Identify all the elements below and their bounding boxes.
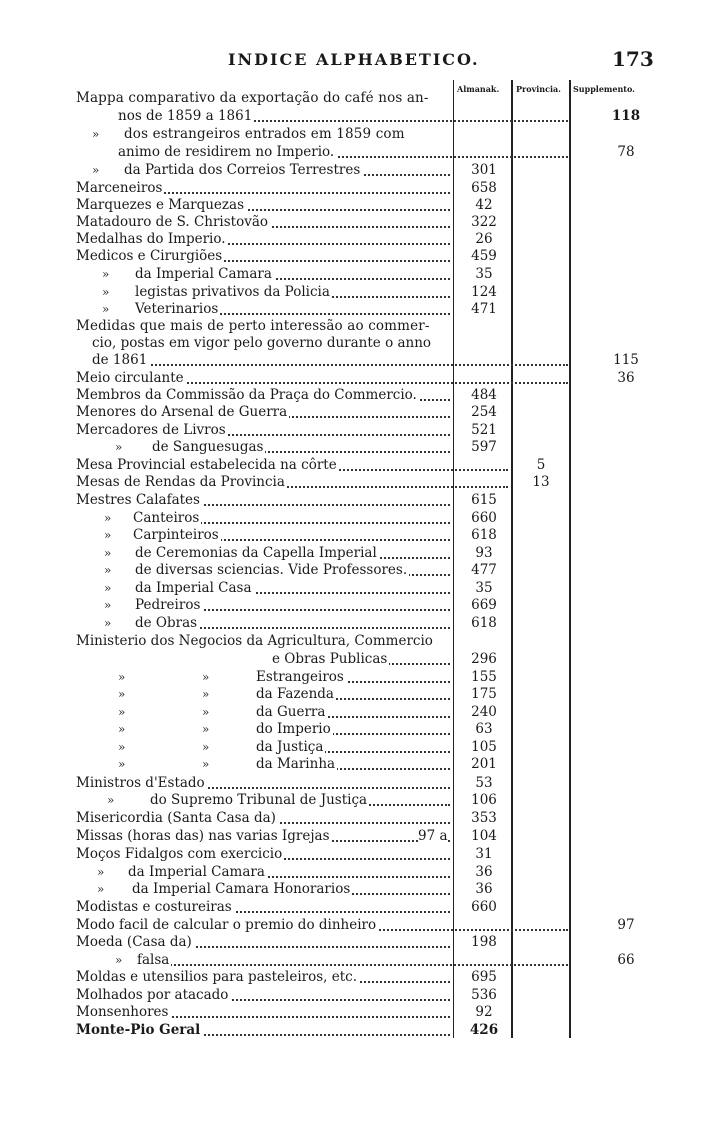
- index-entry: [76, 1022, 452, 1039]
- ditto-mark: »: [104, 563, 112, 577]
- entry-text: da Imperial Camara Honorarios: [132, 881, 351, 897]
- index-entry: [76, 387, 452, 404]
- index-entry: [135, 580, 452, 597]
- entry-text: da Partida dos Correios Terrestres: [124, 162, 361, 178]
- index-entry: [76, 633, 456, 650]
- entry-text: Menores do Arsenal de Guerra: [76, 404, 288, 420]
- supplemento-page: 97: [617, 917, 635, 933]
- entry-text: Monte-Pio Geral: [76, 1022, 201, 1038]
- index-entry: [135, 597, 452, 614]
- index-entry: [76, 917, 570, 934]
- entry-text: legistas privativos da Policia: [135, 284, 330, 300]
- entry-text: Moços Fidalgos com exercicio: [76, 846, 283, 862]
- almanak-page: 124: [471, 284, 497, 300]
- supplemento-page: 118: [611, 108, 641, 124]
- index-entry: [133, 510, 452, 527]
- almanak-page: 322: [471, 214, 497, 230]
- entry-text: Meio circulante: [76, 370, 184, 386]
- almanak-page: 31: [475, 846, 493, 862]
- index-entry: [76, 231, 452, 248]
- ditto-mark: »: [104, 581, 112, 595]
- supplemento-page: 115: [613, 352, 639, 368]
- index-entry: [76, 404, 452, 421]
- entry-text: Missas (horas das) nas varias Igrejas: [76, 828, 330, 844]
- index-entry: [76, 934, 452, 951]
- entry-text: Marceneiros: [76, 180, 163, 196]
- index-entry: [76, 457, 510, 474]
- index-entry: [124, 162, 452, 179]
- entry-text: da Imperial Camara: [128, 864, 265, 880]
- almanak-page: 155: [471, 669, 497, 685]
- entry-text: e Obras Publicas: [272, 651, 388, 667]
- dot-leader: [137, 961, 568, 966]
- almanak-page: 658: [471, 180, 497, 196]
- entry-text: Monsenhores: [76, 1004, 169, 1020]
- entry-text: Mesas de Rendas da Provincia: [76, 474, 285, 490]
- ditto-mark: »: [104, 616, 112, 630]
- almanak-page: 536: [471, 987, 497, 1003]
- almanak-page: 660: [471, 510, 497, 526]
- ditto-mark: »: [202, 670, 210, 684]
- ditto-mark: »: [102, 267, 110, 281]
- index-entry: [92, 352, 570, 369]
- entry-text: Veterinarios: [135, 301, 219, 317]
- almanak-page: 695: [471, 969, 497, 985]
- ditto-mark: »: [202, 705, 210, 719]
- page-range-prefix: 97 a: [418, 828, 448, 844]
- index-entry: [135, 615, 452, 632]
- almanak-page: 63: [475, 721, 493, 737]
- page-number: 173: [612, 47, 654, 71]
- index-entry: [76, 474, 510, 491]
- almanak-page: 618: [471, 615, 497, 631]
- entry-text: de Sanguesugas: [152, 439, 264, 455]
- index-entry: [256, 704, 452, 721]
- ditto-mark: »: [118, 687, 126, 701]
- almanak-page: 353: [471, 810, 497, 826]
- index-entry: [76, 197, 452, 214]
- ditto-mark: »: [202, 740, 210, 754]
- entry-text: do Supremo Tribunal de Justiça: [150, 792, 368, 808]
- provincia-page: 13: [532, 474, 550, 490]
- entry-text: Marquezes e Marquezas: [76, 197, 244, 213]
- column-header-supplemento: Supplemento.: [573, 84, 635, 94]
- almanak-page: 35: [475, 266, 493, 282]
- column-rule-almanak: [511, 80, 513, 1038]
- almanak-page: 471: [471, 301, 497, 317]
- ditto-mark: »: [202, 757, 210, 771]
- almanak-page: 301: [471, 162, 497, 178]
- entry-text: Moeda (Casa da): [76, 934, 192, 950]
- entry-text: Matadouro de S. Christovão: [76, 214, 269, 230]
- entry-text: Modo facil de calcular o premio do dinheiro: [76, 917, 377, 933]
- almanak-page: 296: [471, 651, 497, 667]
- provincia-page: 5: [536, 457, 546, 473]
- supplemento-page: 66: [617, 952, 635, 968]
- entry-text: da Imperial Casa: [135, 580, 252, 596]
- index-entry: [76, 180, 452, 197]
- index-entry: [256, 669, 452, 686]
- ditto-mark: »: [118, 670, 126, 684]
- index-entry: [76, 775, 452, 792]
- ditto-mark: »: [102, 285, 110, 299]
- index-entry: [135, 562, 452, 579]
- entry-text: Misericordia (Santa Casa da): [76, 810, 276, 826]
- index-entry: [118, 144, 570, 161]
- almanak-page: 201: [471, 756, 497, 772]
- entry-text: de Ceremonias da Capella Imperial: [135, 545, 377, 561]
- ditto-mark: »: [97, 865, 105, 879]
- ditto-mark: »: [102, 302, 110, 316]
- entry-text: cio, postas em vigor pelo governo durante o anno: [92, 335, 432, 351]
- column-header-provincia: Provincia.: [516, 84, 561, 94]
- index-entry: [92, 335, 456, 352]
- almanak-page: 521: [471, 422, 497, 438]
- ditto-mark: »: [104, 546, 112, 560]
- index-entry: [135, 266, 452, 283]
- index-entry: [135, 301, 452, 318]
- entry-text: Mappa comparativo da exportação do café nos an-: [76, 90, 429, 106]
- ditto-mark: »: [92, 127, 100, 141]
- ditto-mark: »: [202, 722, 210, 736]
- index-entry: [132, 881, 452, 898]
- almanak-page: 36: [475, 864, 493, 880]
- index-entry: [76, 214, 452, 231]
- almanak-page: 198: [471, 934, 497, 950]
- almanak-page: 618: [471, 527, 497, 543]
- almanak-page: 105: [471, 739, 497, 755]
- index-entry: [133, 527, 452, 544]
- almanak-page: 615: [471, 492, 497, 508]
- almanak-page: 484: [471, 387, 497, 403]
- ditto-mark: »: [118, 757, 126, 771]
- entry-text: Carpinteiros: [133, 527, 219, 543]
- index-entry: [76, 248, 452, 265]
- entry-text: da Guerra: [256, 704, 326, 720]
- index-entry: [128, 864, 452, 881]
- index-entry: [256, 721, 452, 738]
- entry-text: Moldas e utensilios para pasteleiros, etc.: [76, 969, 357, 985]
- index-entry: [152, 439, 452, 456]
- entry-text: Pedreiros: [135, 597, 201, 613]
- ditto-mark: »: [202, 687, 210, 701]
- entry-text: Mercadores de Livros: [76, 422, 226, 438]
- almanak-page: 254: [471, 404, 497, 420]
- index-entry: [124, 126, 456, 143]
- entry-text: de Obras: [135, 615, 198, 631]
- almanak-page: 459: [471, 248, 497, 264]
- index-entry: [76, 969, 452, 986]
- almanak-page: 669: [471, 597, 497, 613]
- entry-text: da Fazenda: [256, 686, 334, 702]
- ditto-mark: »: [118, 722, 126, 736]
- index-entry: [76, 899, 452, 916]
- entry-text: da Marinha: [256, 756, 336, 772]
- entry-text: Canteiros: [133, 510, 200, 526]
- ditto-mark: »: [92, 163, 100, 177]
- almanak-page: 36: [475, 881, 493, 897]
- almanak-page: 92: [475, 1004, 493, 1020]
- index-entry: [256, 756, 452, 773]
- almanak-page: 175: [471, 686, 497, 702]
- page-title: INDICE ALPHABETICO.: [228, 50, 480, 69]
- almanak-page: 93: [475, 545, 493, 561]
- supplemento-page: 78: [617, 144, 635, 160]
- ditto-mark: »: [118, 705, 126, 719]
- entry-text: Mesa Provincial estabelecida na côrte: [76, 457, 337, 473]
- entry-text: da Justiça: [256, 739, 324, 755]
- almanak-page: 26: [475, 231, 493, 247]
- almanak-page: 597: [471, 439, 497, 455]
- entry-text: Estrangeiros: [256, 669, 344, 685]
- index-entry: [135, 284, 452, 301]
- index-entry: [76, 846, 452, 863]
- index-entry: [76, 90, 456, 107]
- column-header-almanak: Almanak.: [457, 84, 500, 94]
- index-entry: [76, 987, 452, 1004]
- index-entry: [150, 792, 452, 809]
- entry-text: Ministros d'Estado: [76, 775, 205, 791]
- entry-text: nos de 1859 a 1861: [118, 108, 253, 124]
- index-entry: [256, 739, 452, 756]
- column-rule-provincia: [569, 80, 571, 1038]
- entry-text: do Imperio: [256, 721, 331, 737]
- index-entry: [272, 651, 452, 668]
- ditto-mark: »: [104, 511, 112, 525]
- index-entry: [76, 318, 456, 335]
- entry-text: Modistas e costureiras: [76, 899, 232, 915]
- index-entry: [135, 545, 452, 562]
- index-entry: [137, 952, 570, 969]
- index-entry: [76, 828, 452, 845]
- entry-text: animo de residirem no Imperio.: [118, 144, 335, 160]
- almanak-page: 660: [471, 899, 497, 915]
- almanak-page: 240: [471, 704, 497, 720]
- almanak-page: 104: [471, 828, 497, 844]
- dot-leader: [92, 361, 568, 366]
- column-rule-left: [453, 80, 454, 1038]
- ditto-mark: »: [104, 598, 112, 612]
- entry-text: da Imperial Camara: [135, 266, 272, 282]
- entry-text: dos estrangeiros entrados em 1859 com: [124, 126, 405, 142]
- almanak-page: 35: [475, 580, 493, 596]
- entry-text: Medalhas do Imperio.: [76, 231, 226, 247]
- entry-text: falsa: [137, 952, 170, 968]
- entry-text: Mestres Calafates: [76, 492, 200, 508]
- supplemento-page: 36: [617, 370, 635, 386]
- entry-text: Medicos e Cirurgiões: [76, 248, 223, 264]
- almanak-page: 42: [475, 197, 493, 213]
- index-entry: [76, 810, 452, 827]
- ditto-mark: »: [118, 740, 126, 754]
- entry-text: Membros da Commissão da Praça do Commercio.: [76, 387, 417, 403]
- almanak-page: 106: [471, 792, 497, 808]
- entry-text: de diversas sciencias. Vide Professores.: [135, 562, 408, 578]
- index-entry: [256, 686, 452, 703]
- index-entry: [76, 1004, 452, 1021]
- entry-text: Medidas que mais de perto interessão ao commer-: [76, 318, 430, 334]
- entry-text: Molhados por atacado: [76, 987, 229, 1003]
- ditto-mark: »: [115, 953, 123, 967]
- ditto-mark: »: [104, 528, 112, 542]
- ditto-mark: »: [115, 440, 123, 454]
- almanak-page: 53: [475, 775, 493, 791]
- entry-text: Ministerio dos Negocios da Agricultura, Commercio: [76, 633, 433, 649]
- index-entry: [76, 492, 452, 509]
- almanak-page: 477: [471, 562, 497, 578]
- index-entry: [118, 108, 570, 125]
- ditto-mark: »: [107, 793, 115, 807]
- index-entry: [76, 422, 452, 439]
- entry-text: de 1861: [92, 352, 148, 368]
- almanak-page: 426: [469, 1022, 499, 1038]
- ditto-mark: »: [97, 882, 105, 896]
- index-entry: [76, 370, 570, 387]
